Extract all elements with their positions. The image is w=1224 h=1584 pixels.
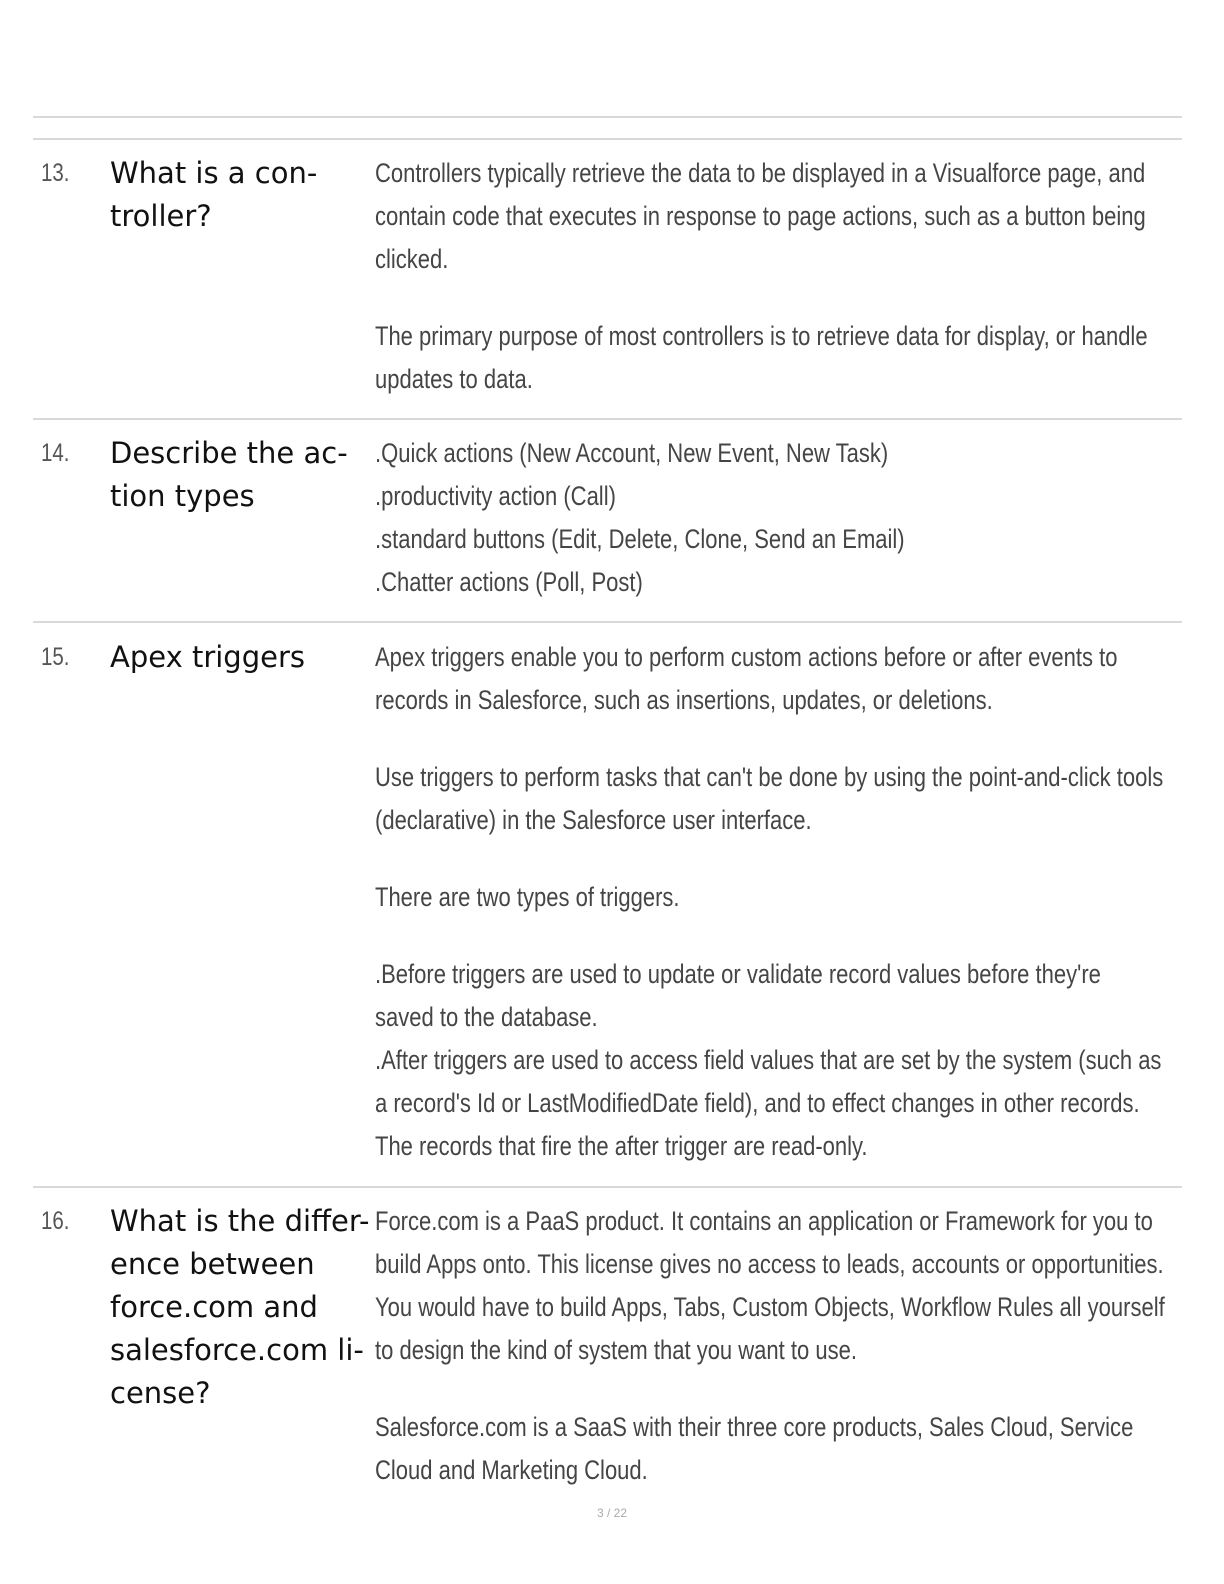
definition-paragraph: Use triggers to perform tasks that can't be done by using the point-and-click tools (declarative) in the Salesforce user interface. xyxy=(375,762,1164,835)
entry-number: 15. xyxy=(41,643,70,671)
definition-paragraph: The primary purpose of most controllers is to retrieve data for display, or handle updates to data. xyxy=(375,321,1148,394)
entry-term: Describe the ac- tion types xyxy=(110,436,348,513)
definition-paragraph: Salesforce.com is a SaaS with their three core products, Sales Cloud, Service Cloud and Marketing Cloud. xyxy=(375,1412,1134,1485)
row-divider xyxy=(33,1186,1182,1188)
top-rule xyxy=(33,116,1182,118)
entry-number: 16. xyxy=(41,1207,70,1235)
entry-term: Apex triggers xyxy=(110,640,305,674)
entry-number: 14. xyxy=(41,439,70,467)
row-divider xyxy=(33,418,1182,420)
entry-definition xyxy=(375,1200,1166,1492)
header-rule xyxy=(33,138,1182,140)
definition-paragraph: Controllers typically retrieve the data to be displayed in a Visualforce page, and contain code that executes in response to page actions, such as a button being clicked. xyxy=(375,158,1146,274)
row-divider xyxy=(33,621,1182,623)
entry-definition xyxy=(375,152,1166,401)
definition-paragraph: Force.com is a PaaS product. It contains an application or Framework for you to build Apps onto. This license gives no access to leads, accounts or opportunities. You would have to build Apps, Tabs, Custom Objects, Workflow Rules all yourself to design the kind of system that you want to use. xyxy=(375,1206,1165,1365)
page-number: 3 / 22 xyxy=(596,1506,628,1520)
entry-term: What is a con- troller? xyxy=(110,156,318,233)
definition-paragraph: .Before triggers are used to update or validate record values before they're saved to the database. .After triggers are used to access field values that are set by the system (such as a record's Id or LastModifiedDate field), and to effect changes in other records. The records that fire the after trigger are read-only. xyxy=(375,959,1162,1161)
definition-paragraph: .Quick actions (New Account, New Event, New Task) .productivity action (Call) .standard buttons (Edit, Delete, Clone, Send an Email) .Chatter actions (Poll, Post) xyxy=(375,438,905,597)
entry-definition xyxy=(375,432,1166,604)
definition-paragraph: Apex triggers enable you to perform custom actions before or after events to records in Salesforce, such as insertions, updates, or deletions. xyxy=(375,642,1118,715)
entry-number: 13. xyxy=(41,159,70,187)
definition-paragraph: There are two types of triggers. xyxy=(375,882,680,912)
entry-term: What is the differ- ence between force.com and salesforce.com li- cense? xyxy=(110,1204,370,1410)
entry-definition xyxy=(375,636,1166,1168)
